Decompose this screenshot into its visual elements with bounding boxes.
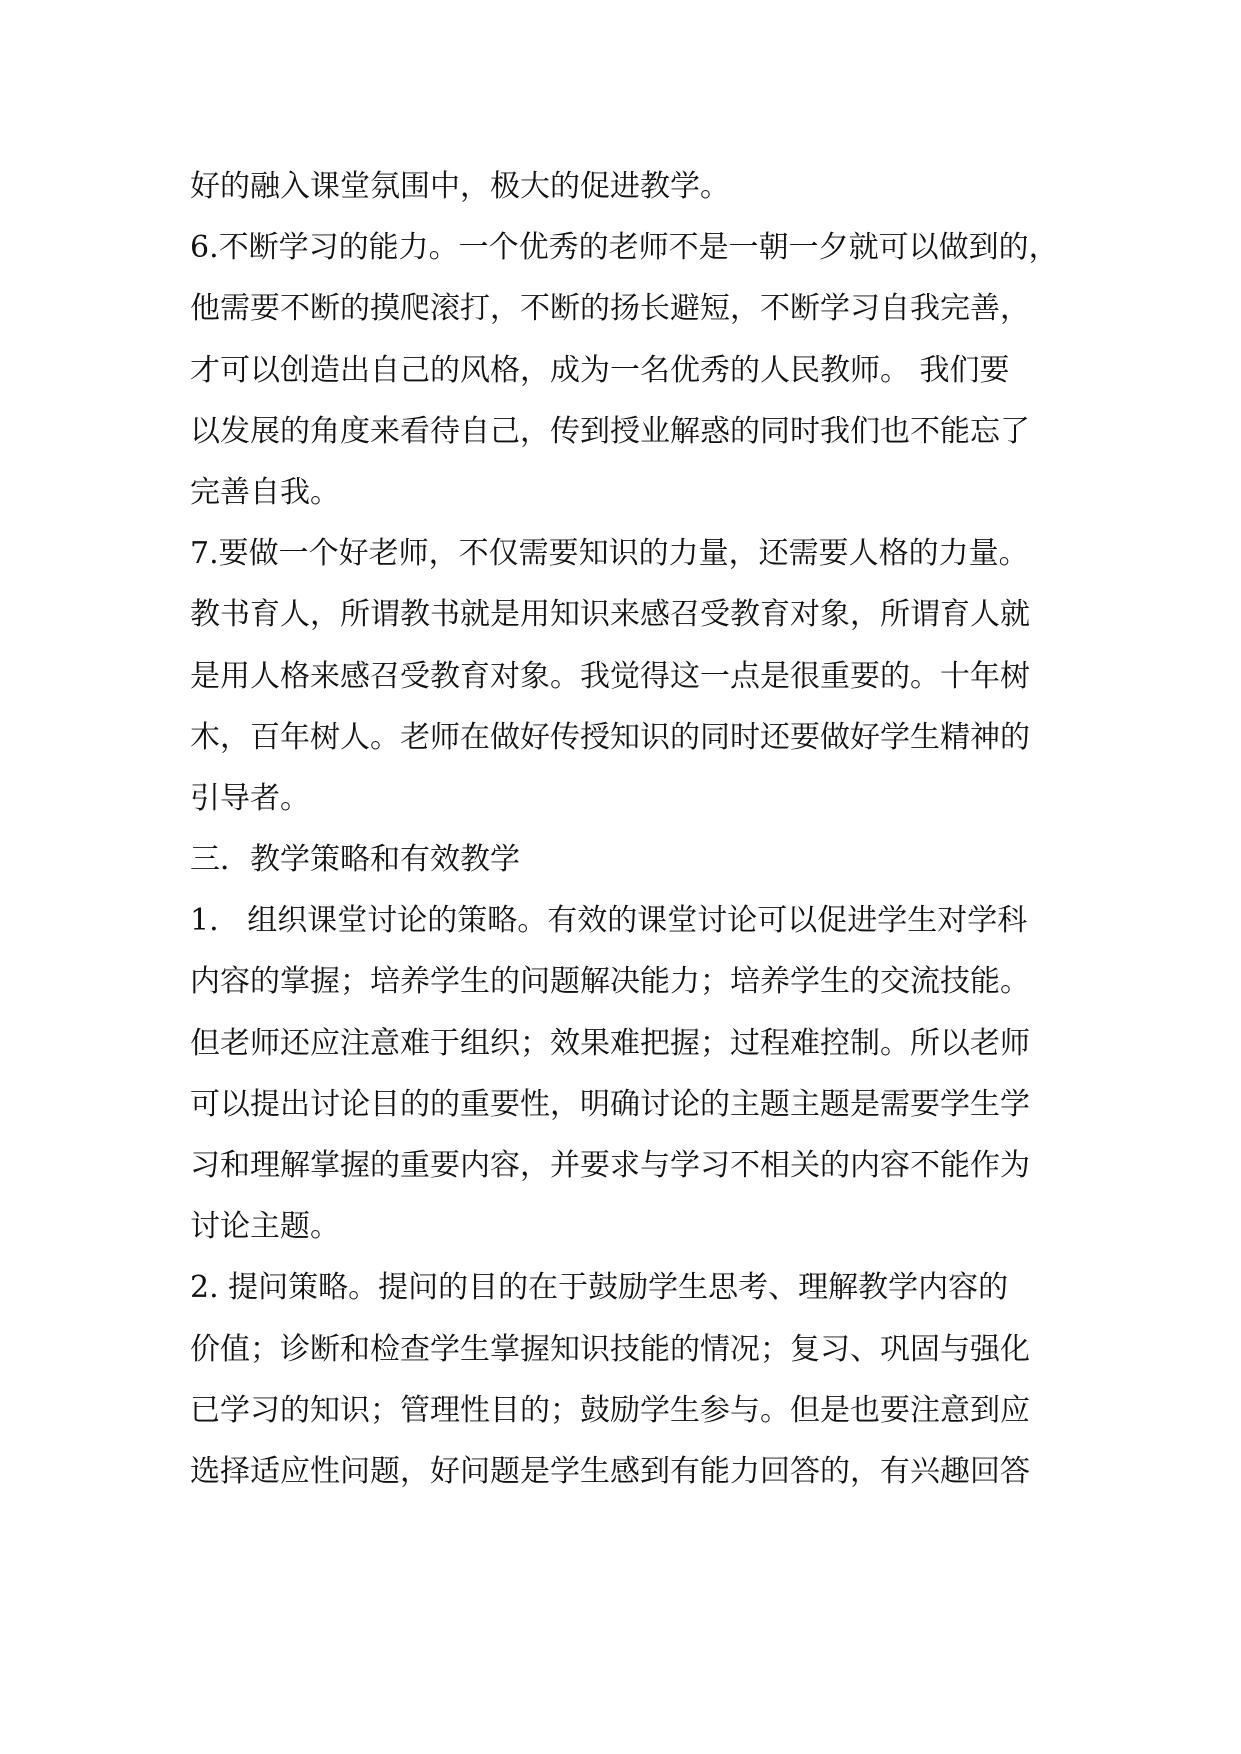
text-line: 6.不断学习的能力。一个优秀的老师不是一朝一夕就可以做到的， <box>190 230 1059 266</box>
text-line: 价值；诊断和检查学生掌握知识技能的情况；复习、巩固与强化 <box>190 1331 1030 1367</box>
text-line: 2. 提问策略。提问的目的在于鼓励学生思考、理解教学内容的 <box>190 1270 1009 1306</box>
text-line: 木，百年树人。老师在做好传授知识的同时还要做好学生精神的 <box>190 719 1030 755</box>
text-line: 内容的掌握；培养学生的问题解决能力；培养学生的交流技能。 <box>190 964 1030 1000</box>
text-line: 选择适应性问题，好问题是学生感到有能力回答的，有兴趣回答 <box>190 1453 1030 1489</box>
text-line: 教书育人，所谓教书就是用知识来感召受教育对象，所谓育人就 <box>190 597 1030 633</box>
text-line: 以发展的角度来看待自己，传到授业解惑的同时我们也不能忘了 <box>190 413 1030 449</box>
text-line: 好的融入课堂氛围中，极大的促进教学。 <box>190 169 730 204</box>
text-line: 1. 组织课堂讨论的策略。有效的课堂讨论可以促进学生对学科 <box>190 903 1028 939</box>
text-line: 已学习的知识；管理性目的；鼓励学生参与。但是也要注意到应 <box>190 1392 1030 1428</box>
section-heading: 三．教学策略和有效教学 <box>190 842 520 878</box>
text-line: 才可以创造出自己的风格，成为一名优秀的人民教师。 我们要 <box>190 352 1010 388</box>
text-line: 但老师还应注意难于组织；效果难把握；过程难控制。所以老师 <box>190 1025 1030 1061</box>
text-line: 讨论主题。 <box>190 1209 340 1245</box>
text-line: 引导者。 <box>190 780 310 816</box>
text-line: 习和理解掌握的重要内容，并要求与学习不相关的内容不能作为 <box>190 1148 1030 1183</box>
text-line: 7.要做一个好老师，不仅需要知识的力量，还需要人格的力量。 <box>190 536 1029 572</box>
text-line: 他需要不断的摸爬滚打，不断的扬长避短，不断学习自我完善， <box>190 291 1030 327</box>
text-line: 完善自我。 <box>190 474 340 510</box>
text-line: 可以提出讨论目的的重要性，明确讨论的主题主题是需要学生学 <box>190 1086 1030 1122</box>
body-text <box>190 156 1062 1502</box>
text-line: 是用人格来感召受教育对象。我觉得这一点是很重要的。十年树 <box>190 658 1030 694</box>
